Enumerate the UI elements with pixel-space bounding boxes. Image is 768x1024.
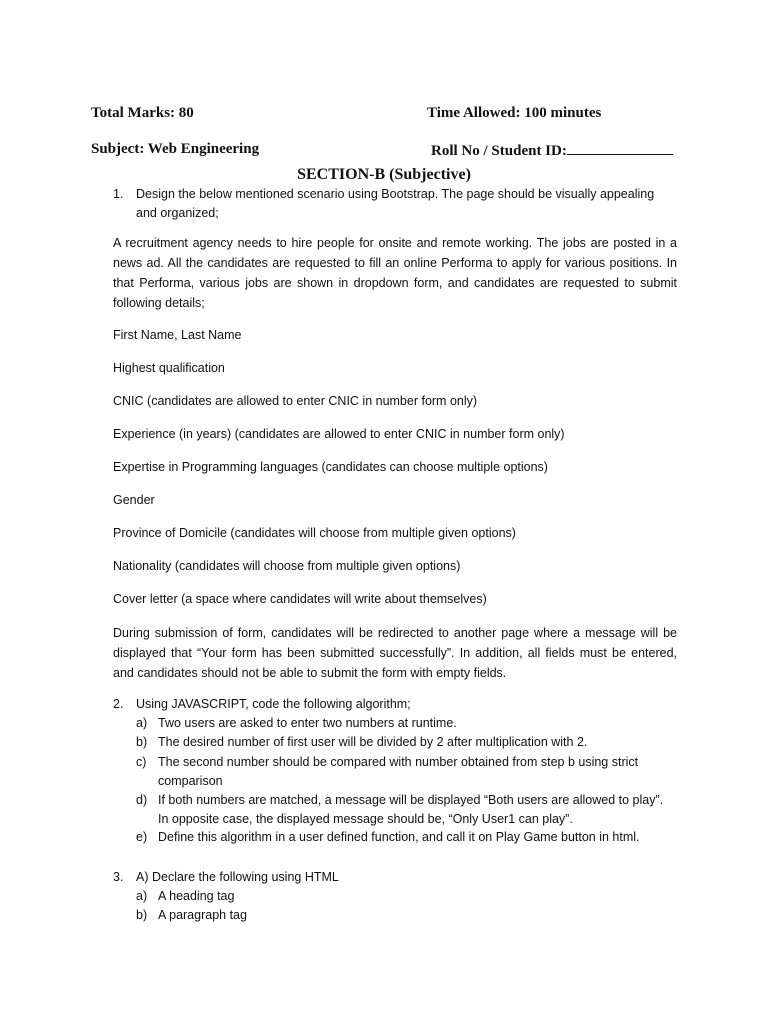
q2-item-text: Two users are asked to enter two numbers at runtime. (158, 716, 457, 730)
q1-submission: During submission of form, candidates will be redirected to another page where a message will be displayed that “Your form has been submitted successfully”. In addition, all fields must be entered, and candidates should not be able to submit the form with empty fields. (113, 626, 677, 680)
q2-item-letter: c) (136, 755, 147, 769)
q3-number: 3. (113, 870, 124, 884)
q1-field: Nationality (candidates will choose from multiple given options) (113, 559, 461, 573)
q2-item-text: The desired number of first user will be divided by 2 after multiplication with 2. (158, 735, 588, 749)
q1-field: Cover letter (a space where candidates will write about themselves) (113, 592, 487, 606)
q1-field: Province of Domicile (candidates will choose from multiple given options) (113, 526, 516, 540)
q2-item-letter: d) (136, 793, 148, 807)
q1-text: Design the below mentioned scenario using Bootstrap. The page should be visually appealing and organized; (136, 187, 655, 220)
q3-item-text: A paragraph tag (158, 908, 247, 922)
section-title: SECTION-B (Subjective) (297, 166, 471, 183)
q1-number: 1. (113, 187, 124, 201)
q1-field: Highest qualification (113, 361, 225, 375)
q3-item-letter: a) (136, 889, 148, 903)
q1-scenario: A recruitment agency needs to hire people for onsite and remote working. The jobs are posted in a news ad. All the candidates are requested to fill an online Performa to apply for various positions. In that Performa, various jobs are shown in dropdown form, and candidates are requested to submit following details; (113, 236, 677, 310)
q2-item-letter: b) (136, 735, 148, 749)
q1-field: First Name, Last Name (113, 328, 242, 342)
q2-item-letter: a) (136, 716, 148, 730)
q1-field: CNIC (candidates are allowed to enter CNIC in number form only) (113, 394, 478, 408)
q3-item-letter: b) (136, 908, 148, 922)
q2-text: Using JAVASCRIPT, code the following algorithm; (136, 697, 411, 711)
roll-no-text: Roll No / Student ID: (431, 143, 567, 159)
q2-item-text: If both numbers are matched, a message will be displayed “Both users are allowed to play”. In opposite case, the displayed message should be, “Only User1 can play”. (158, 793, 664, 826)
roll-no-blank (567, 141, 673, 155)
time-allowed: Time Allowed: 100 minutes (427, 105, 602, 121)
q1-field: Expertise in Programming languages (candidates can choose multiple options) (113, 460, 548, 474)
q2-item-text: Define this algorithm in a user defined function, and call it on Play Game button in html. (158, 830, 640, 844)
total-marks: Total Marks: 80 (91, 105, 194, 121)
subject: Subject: Web Engineering (91, 141, 260, 157)
q2-item-text: The second number should be compared with number obtained from step b using strict comparison (158, 755, 639, 788)
q1-field: Experience (in years) (candidates are allowed to enter CNIC in number form only) (113, 427, 565, 441)
q2-number: 2. (113, 697, 124, 711)
q2-item-letter: e) (136, 830, 148, 844)
q3-item-text: A heading tag (158, 889, 235, 903)
roll-no-label (431, 141, 673, 160)
q3-text: A) Declare the following using HTML (136, 870, 339, 884)
q1-field: Gender (113, 493, 155, 507)
